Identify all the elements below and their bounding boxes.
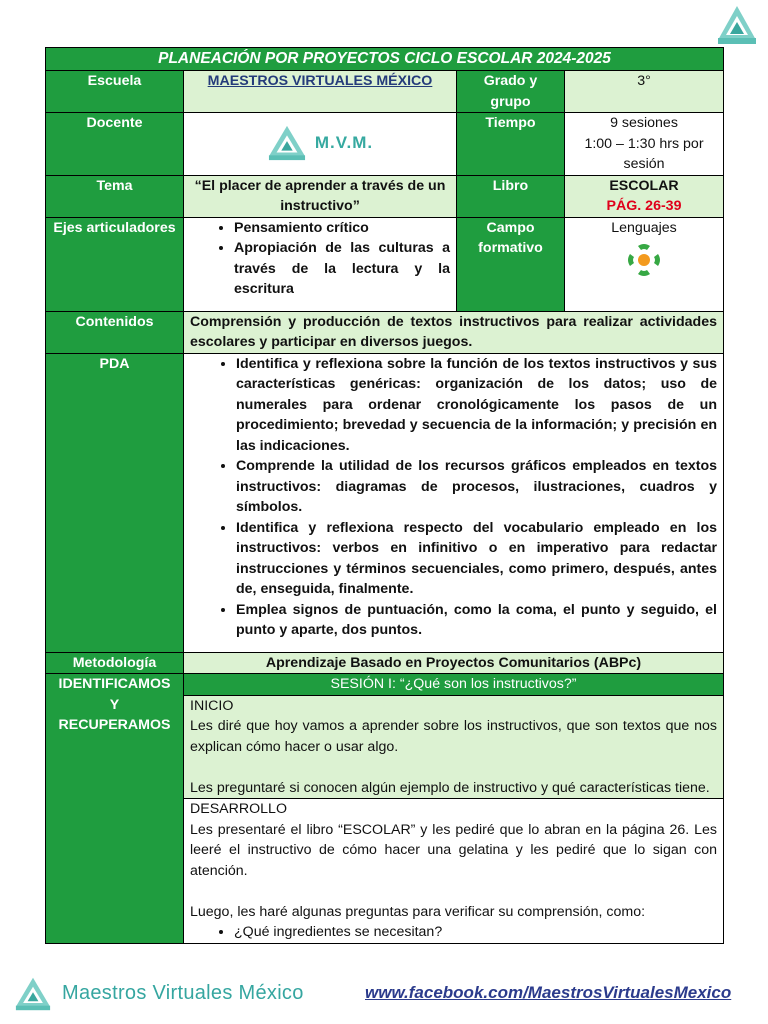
mvm-logo-text: M.V.M. [314, 132, 374, 152]
school-link[interactable]: MAESTROS VIRTUALES MÉXICO [207, 73, 433, 89]
value-ejes [184, 217, 457, 311]
label-pda: PDA [46, 353, 184, 652]
value-metodologia: Aprendizaje Basado en Proyectos Comunitarios (ABPc) [184, 652, 724, 674]
pda-item: • Identifica y reflexiona respecto del vocabulario empleado en los instructivos: verbos en infinitivo o en imperativo para redactar instrucciones y términos secuenciales, como primero, después, antes de, enseguida, finalmente. [236, 518, 717, 600]
desarrollo-paragraph: Luego, les haré algunas preguntas para verificar su comprensión, como: [190, 903, 646, 920]
label-tema: Tema [46, 175, 184, 217]
inicio-paragraph: Les preguntaré si conocen algún ejemplo de instructivo y qué características tiene. [190, 779, 710, 796]
value-contenidos: Comprensión y producción de textos instructivos para realizar actividades escolares y participar en diversos juegos. [184, 311, 724, 353]
label-grado-grupo: Grado y grupo [457, 71, 565, 113]
libro-nombre: ESCOLAR [609, 177, 679, 194]
eje-item: • Apropiación de las culturas a través de la lectura y la escritura [234, 238, 450, 300]
label-metodologia: Metodología [46, 652, 184, 674]
footer-logo-icon [14, 976, 52, 1012]
phase-label-line: Y [109, 696, 120, 713]
inicio-heading: INICIO [190, 697, 234, 714]
row-tema [46, 175, 724, 217]
mvm-small-logo-icon [267, 124, 307, 162]
row-metodologia [46, 652, 724, 674]
row-pda [46, 353, 724, 652]
label-tiempo: Tiempo [457, 113, 565, 176]
phase-label-line: IDENTIFICAMOS [58, 676, 171, 692]
inicio-section [184, 695, 724, 799]
tiempo-duracion: 1:00 – 1:30 hrs por sesión [584, 135, 704, 172]
value-pda [184, 353, 724, 652]
question-item: • ¿Qué ingredientes se necesitan? [234, 922, 717, 943]
docente-logo-cell [184, 113, 457, 176]
campo-nombre: Lenguajes [611, 219, 677, 236]
lenguajes-icon [624, 240, 664, 280]
pda-item: • Emplea signos de puntuación, como la coma, el punto y seguido, el punto y aparte, dos puntos. [236, 600, 717, 641]
pda-item: • Comprende la utilidad de los recursos gráficos empleados en textos instructivos: diagramas de procesos, ilustraciones, cuadros y símbolos. [236, 456, 717, 518]
pda-item: • Identifica y reflexiona sobre la función de los textos instructivos y sus características genéricas: organización de los datos; uso de numerales para ordenar cronológicamente los pasos de un procedimiento; brevedad y secuencia de la información; y precisión en las indicaciones. [236, 354, 717, 457]
phase-label-line: RECUPERAMOS [58, 717, 171, 733]
value-libro [565, 175, 724, 217]
eje-item: • Pensamiento crítico [234, 218, 450, 239]
row-session-title [46, 674, 724, 696]
row-contenidos [46, 311, 724, 353]
value-tema: “El placer de aprender a través de un instructivo” [184, 175, 457, 217]
label-campo: Campo formativo [457, 217, 565, 311]
label-contenidos: Contenidos [46, 311, 184, 353]
desarrollo-paragraph: Les presentaré el libro “ESCOLAR” y les pediré que lo abran en la página 26. Les leeré el instructivo de cómo hacer una gelatina y les pediré que lo sigan con atención. [190, 821, 718, 879]
label-docente: Docente [46, 113, 184, 176]
planning-table [45, 47, 724, 944]
row-ejes [46, 217, 724, 311]
desarrollo-heading: DESARROLLO [190, 801, 287, 817]
desarrollo-section [184, 799, 724, 944]
phase-label [46, 674, 184, 944]
label-ejes: Ejes articuladores [46, 217, 184, 311]
value-tiempo [565, 113, 724, 176]
label-libro: Libro [457, 175, 565, 217]
row-escuela [46, 71, 724, 113]
label-escuela: Escuela [46, 71, 184, 113]
spacer [190, 881, 717, 902]
spacer [190, 757, 717, 778]
inicio-paragraph: Les diré que hoy vamos a aprender sobre los instructivos, que son textos que nos explican cómo hacer o usar algo. [190, 718, 718, 755]
row-docente [46, 113, 724, 176]
header-row [46, 48, 724, 71]
footer-brand: Maestros Virtuales México [62, 982, 304, 1004]
session-title: SESIÓN I: “¿Qué son los instructivos?” [184, 674, 724, 696]
value-grado-grupo: 3° [565, 71, 724, 113]
facebook-link[interactable]: www.facebook.com/MaestrosVirtualesMexico [365, 983, 732, 1002]
mvm-logo-icon [716, 4, 758, 46]
tiempo-sesiones: 9 sesiones [610, 115, 678, 131]
libro-paginas: PÁG. 26-39 [606, 198, 682, 214]
value-campo [565, 217, 724, 311]
plan-title: PLANEACIÓN POR PROYECTOS CICLO ESCOLAR 2024-2025 [46, 48, 724, 71]
